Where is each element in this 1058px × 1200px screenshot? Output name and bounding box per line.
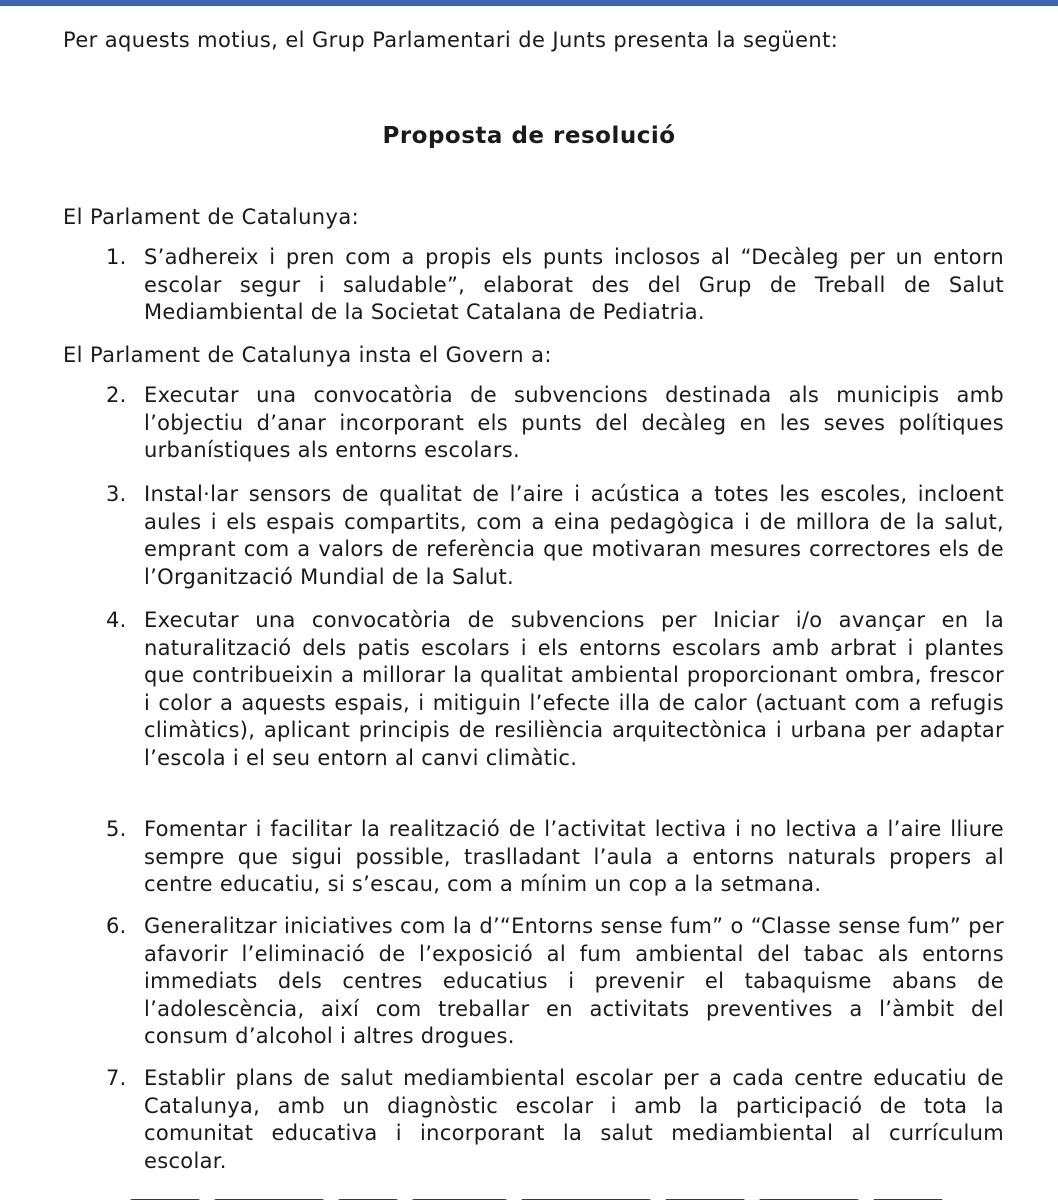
resolution-item	[106, 1065, 1004, 1175]
item-text: Generalitzar iniciatives com la d’“Entorns sense fum” o “Classe sense fum” per afavorir l’eliminació de l’exposició al fum ambiental del tabac als entorns immediats dels centres educatius i prevenir el tabaquisme abans de l’adolescència, així com treballar en activitats preventives a l’àmbit del consum d’alcohol i altres drogues.	[144, 914, 1004, 1048]
item-number: 1.	[106, 245, 127, 269]
item-number: 3.	[106, 482, 127, 506]
item-text: Executar una convocatòria de subvencions per Iniciar i/o avançar en la naturalització dels patis escolars i els entorns escolars amb arbrat i plantes que contribueixin a millorar la qualitat ambiental proporcionant ombra, frescor i color a aquests espais, i mitiguin l’efecte illa de calor (actuant com a refugis climàtics), aplicant principis de resiliència arquitectònica i urbana per adaptar l’escola i el seu entorn al canvi climàtic.	[144, 608, 1004, 770]
item-text: Establir plans de salut mediambiental escolar per a cada centre educatiu de Catalunya, amb un diagnòstic escolar i amb la participació de tota la comunitat educativa i incorporant la salut mediambiental al currículum escolar.	[144, 1066, 1004, 1173]
item-text: Executar una convocatòria de subvencions destinada als municipis amb l’objectiu d’anar incorporant els punts del decàleg en les seves polítiques urbanístiques als entorns escolars.	[144, 383, 1004, 462]
item-number: 6.	[106, 914, 127, 938]
resolution-item	[106, 607, 1004, 772]
resolution-item	[106, 913, 1004, 1051]
page-title: Proposta de resolució	[382, 123, 676, 149]
lead-statement-1: El Parlament de Catalunya:	[63, 205, 360, 229]
item-text: Fomentar i facilitar la realització de l’activitat lectiva i no lectiva a l’aire lliure sempre que sigui possible, traslladant l’aula a entorns naturals propers al centre educatiu, si s’escau, com a mínim un cop a la setmana.	[144, 817, 1004, 896]
cut-off-text-line	[130, 1188, 990, 1200]
resolution-item	[106, 244, 1004, 327]
lead-statement-2: El Parlament de Catalunya insta el Govern a:	[63, 343, 552, 367]
resolution-item	[106, 816, 1004, 899]
item-number: 7.	[106, 1066, 127, 1090]
item-number: 2.	[106, 383, 127, 407]
item-text: Instal·lar sensors de qualitat de l’aire i acústica a totes les escoles, incloent aules i els espais compartits, com a eina pedagògica i de millora de la salut, emprant com a valors de referència que motivaran mesures correctores els de l’Organització Mundial de la Salut.	[144, 482, 1004, 589]
item-number: 4.	[106, 608, 127, 632]
item-text: S’adhereix i pren com a propis els punts inclosos al “Decàleg per un entorn escolar segur i saludable”, elaborat des del Grup de Treball de Salut Mediambiental de la Societat Catalana de Pediatria.	[144, 245, 1004, 324]
resolution-item	[106, 382, 1004, 465]
item-number: 5.	[106, 817, 127, 841]
intro-paragraph: Per aquests motius, el Grup Parlamentari de Junts presenta la següent:	[63, 28, 839, 52]
resolution-item	[106, 481, 1004, 591]
